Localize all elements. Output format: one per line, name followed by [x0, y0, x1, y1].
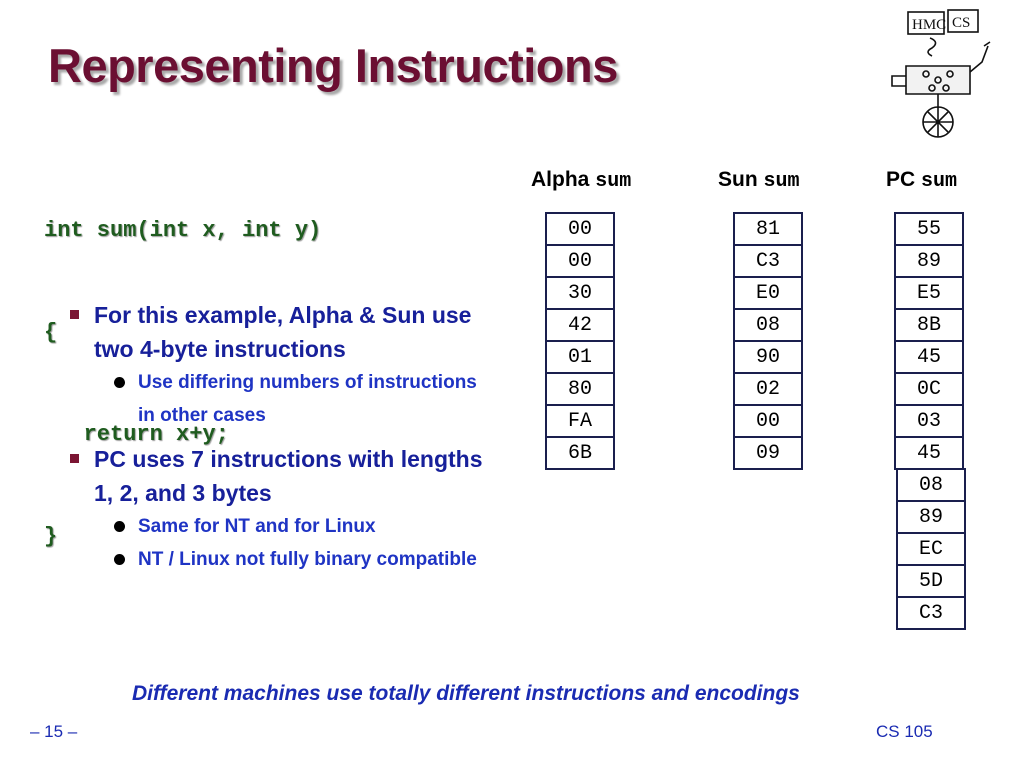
- byte-cell: 0C: [894, 372, 964, 406]
- alpha-byte-column: [545, 212, 615, 470]
- logo-cs-text: CS: [952, 15, 971, 31]
- bullet-alpha-sun: For this example, Alpha & Sun use two 4-byte instructions: [68, 298, 498, 366]
- sub-bullet-compat: NT / Linux not fully binary compatible: [68, 543, 498, 576]
- byte-cell: 45: [894, 340, 964, 374]
- pc-func-label: sum: [921, 170, 958, 193]
- hmc-cs-robot-logo: [888, 6, 998, 142]
- pc-header: [886, 168, 957, 193]
- byte-cell: 90: [733, 340, 803, 374]
- byte-cell: 55: [894, 212, 964, 246]
- byte-cell: E5: [894, 276, 964, 310]
- byte-cell: 5D: [896, 564, 966, 598]
- page-number: – 15 –: [30, 722, 78, 741]
- course-label: CS 105: [876, 722, 933, 741]
- byte-cell: 80: [545, 372, 615, 406]
- slide-title: Representing Instructions: [48, 39, 618, 92]
- code-line: return x+y;: [44, 422, 229, 447]
- byte-cell: EC: [896, 532, 966, 566]
- alpha-machine-label: Alpha: [531, 168, 590, 191]
- pc-machine-label: PC: [886, 168, 916, 191]
- byte-cell: 89: [894, 244, 964, 278]
- byte-cell: 6B: [545, 436, 615, 470]
- byte-cell: FA: [545, 404, 615, 438]
- alpha-func-label: sum: [595, 170, 632, 193]
- byte-cell: 42: [545, 308, 615, 342]
- byte-cell: 02: [733, 372, 803, 406]
- byte-cell: C3: [733, 244, 803, 278]
- byte-cell: 45: [894, 436, 964, 470]
- byte-cell: 09: [733, 436, 803, 470]
- byte-cell: 81: [733, 212, 803, 246]
- byte-cell: 01: [545, 340, 615, 374]
- pc-byte-column: [894, 212, 964, 630]
- byte-cell: 03: [894, 404, 964, 438]
- bullet-pc: PC uses 7 instructions with lengths 1, 2, and 3 bytes: [68, 442, 498, 510]
- byte-cell: 00: [545, 244, 615, 278]
- byte-cell: E0: [733, 276, 803, 310]
- byte-cell: 08: [896, 468, 966, 502]
- code-line: int sum(int x, int y): [44, 218, 322, 243]
- sun-byte-column: [733, 212, 803, 470]
- sub-bullet-differing: Use differing numbers of instructions in other cases: [68, 366, 498, 432]
- byte-cell: 30: [545, 276, 615, 310]
- byte-cell: 00: [545, 212, 615, 246]
- sun-header: [718, 168, 800, 193]
- code-line: }: [44, 524, 58, 549]
- alpha-header: [531, 168, 631, 193]
- sun-func-label: sum: [763, 170, 800, 193]
- byte-cell: 00: [733, 404, 803, 438]
- sun-machine-label: Sun: [718, 168, 758, 191]
- byte-cell: 08: [733, 308, 803, 342]
- footer-note: Different machines use totally different instructions and encodings: [132, 682, 800, 705]
- byte-cell: C3: [896, 596, 966, 630]
- code-line: {: [44, 320, 58, 345]
- logo-hmc-text: HMC: [912, 17, 947, 33]
- bullet-list: [68, 298, 498, 576]
- byte-cell: 8B: [894, 308, 964, 342]
- byte-cell: 89: [896, 500, 966, 534]
- sub-bullet-nt-linux: Same for NT and for Linux: [68, 510, 498, 543]
